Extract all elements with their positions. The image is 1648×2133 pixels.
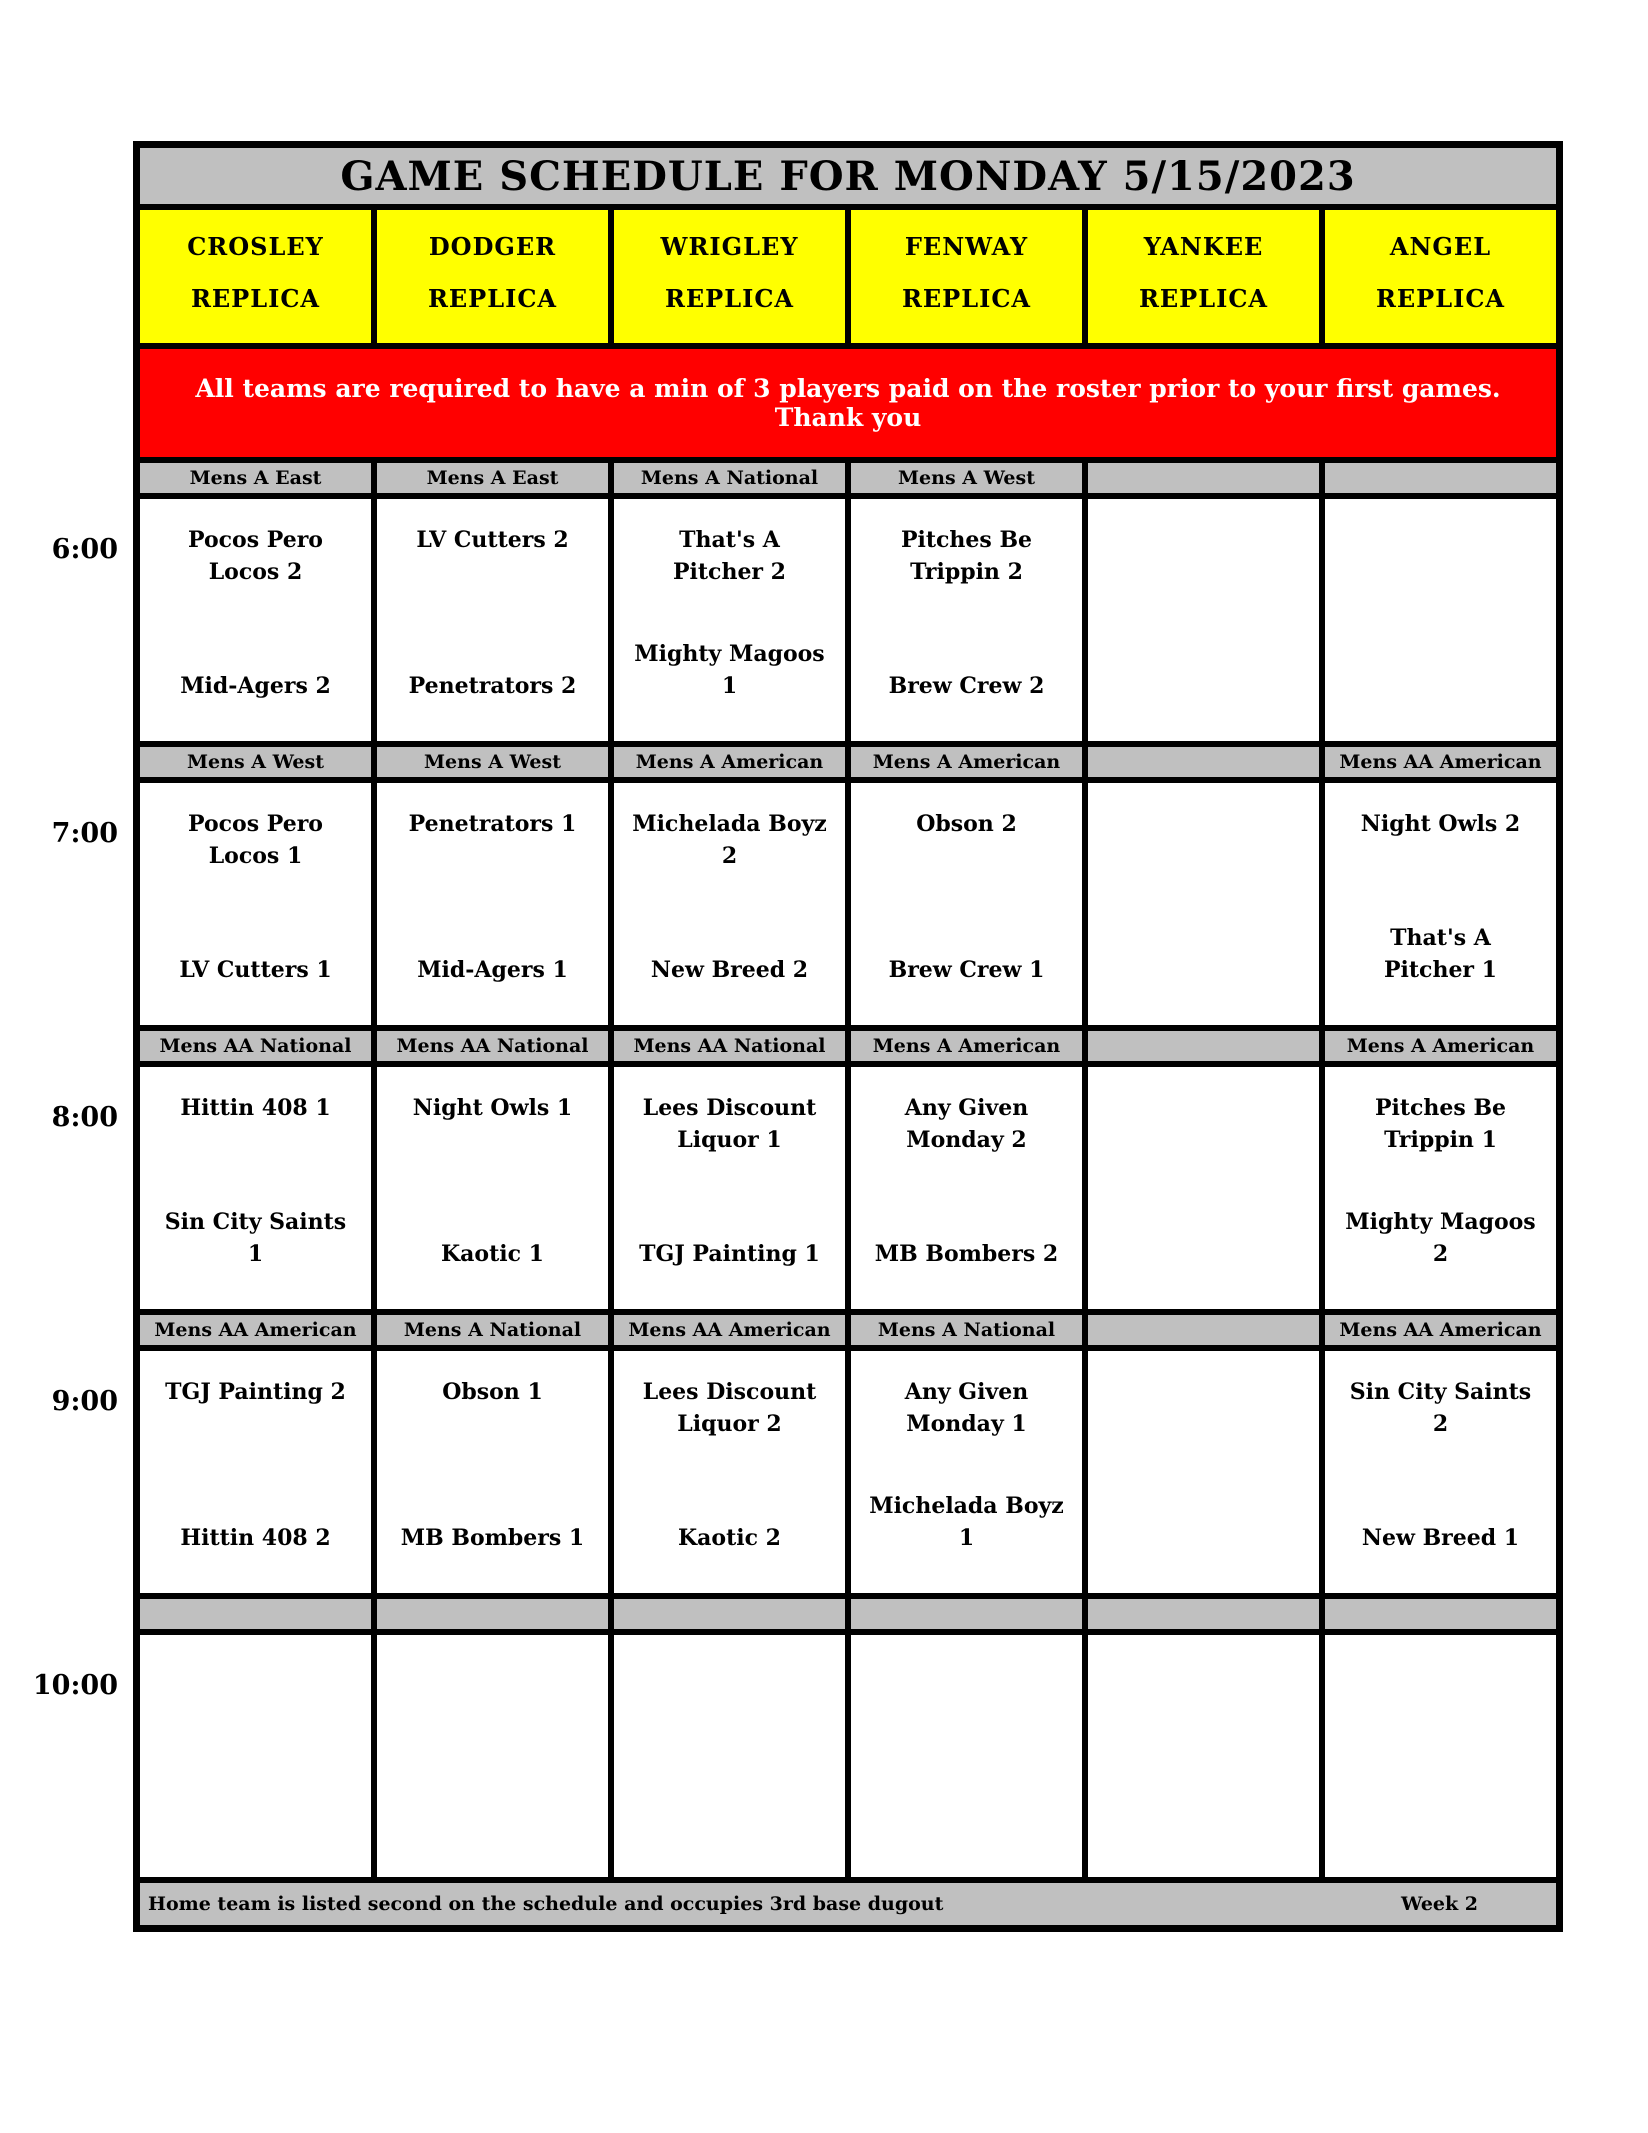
footer-note: Home team is listed second on the schedule and occupies 3rd base dugout	[148, 1893, 944, 1915]
visitor-team: That's A Pitcher 2	[672, 527, 786, 585]
division-label: Mens AA American	[1325, 1315, 1556, 1345]
division-label: Mens A National	[851, 1315, 1082, 1345]
division-label	[851, 1599, 1082, 1629]
division-label	[614, 1599, 845, 1629]
game-cell	[614, 499, 845, 741]
division-label: Mens A National	[377, 1315, 608, 1345]
division-label: Mens AA American	[614, 1315, 845, 1345]
game-cell	[851, 1067, 1082, 1309]
field-name-label: FENWAY	[904, 232, 1029, 261]
visitor-team: Obson 2	[916, 811, 1017, 837]
week-label: Week 2	[1401, 1893, 1478, 1915]
field-header-angel	[1325, 210, 1556, 343]
visitor-team: Pocos Pero Locos 1	[188, 811, 323, 869]
game-cell	[140, 499, 371, 741]
field-replica-label: REPLICA	[664, 284, 795, 313]
visitor-team: Pitches Be Trippin 1	[1374, 1095, 1507, 1153]
visitor-team: LV Cutters 2	[416, 527, 569, 553]
visitor-team: Lees Discount Liquor 1	[642, 1095, 817, 1153]
field-replica-label: REPLICA	[901, 284, 1032, 313]
visitor-team: Any Given Monday 2	[904, 1095, 1029, 1153]
home-team: Mighty Magoos 1	[634, 641, 825, 700]
time-label-700: 7:00	[51, 818, 118, 849]
visitor-team: Pocos Pero Locos 2	[188, 527, 323, 585]
visitor-team: Night Owls 2	[1360, 811, 1521, 837]
visitor-team: TGJ Painting 2	[165, 1379, 346, 1405]
division-label: Mens AA American	[140, 1315, 371, 1345]
game-cell	[140, 783, 371, 1025]
field-header-dodger	[377, 210, 608, 343]
division-label	[1088, 463, 1319, 493]
game-cell	[377, 783, 608, 1025]
game-cell	[140, 1635, 371, 1877]
home-team: MB Bombers 2	[874, 1241, 1059, 1268]
game-cell	[140, 1067, 371, 1309]
field-name-label: DODGER	[428, 232, 557, 261]
field-name-label: YANKEE	[1143, 232, 1264, 261]
division-label	[1325, 463, 1556, 493]
game-cell	[851, 1635, 1082, 1877]
visitor-team: Hittin 408 1	[180, 1095, 331, 1121]
division-label	[1325, 1599, 1556, 1629]
division-label	[377, 1599, 608, 1629]
home-team: Hittin 408 2	[180, 1525, 331, 1552]
visitor-team: Penetrators 1	[408, 811, 577, 837]
field-header-crosley	[140, 210, 371, 343]
field-replica-label: REPLICA	[1138, 284, 1269, 313]
game-cell	[1088, 1067, 1319, 1309]
game-cell	[377, 1067, 608, 1309]
field-name-label: ANGEL	[1389, 232, 1492, 261]
game-cell	[1325, 1635, 1556, 1877]
field-header-wrigley	[614, 210, 845, 343]
visitor-team: Night Owls 1	[412, 1095, 573, 1121]
field-replica-label: REPLICA	[1375, 284, 1506, 313]
division-label: Mens A East	[140, 463, 371, 493]
home-team: Kaotic 1	[441, 1241, 544, 1268]
home-team: LV Cutters 1	[179, 957, 332, 984]
field-name-label: CROSLEY	[187, 232, 324, 261]
home-team: TGJ Painting 1	[639, 1241, 820, 1268]
time-label-800: 8:00	[51, 1102, 118, 1133]
division-label	[140, 1599, 371, 1629]
home-team: Kaotic 2	[678, 1525, 781, 1552]
division-label: Mens A American	[1325, 1031, 1556, 1061]
home-team: MB Bombers 1	[400, 1525, 585, 1552]
division-label	[1088, 747, 1319, 777]
division-label: Mens AA National	[614, 1031, 845, 1061]
game-cell	[140, 1351, 371, 1593]
field-replica-label: REPLICA	[190, 284, 321, 313]
field-header-fenway	[851, 210, 1082, 343]
footer	[140, 1883, 1556, 1925]
field-replica-label: REPLICA	[427, 284, 558, 313]
schedule-table	[133, 141, 1563, 1932]
game-cell	[377, 1351, 608, 1593]
game-cell	[851, 499, 1082, 741]
time-label-900: 9:00	[51, 1386, 118, 1417]
home-team: Michelada Boyz 1	[869, 1493, 1064, 1552]
game-cell	[614, 1351, 845, 1593]
visitor-team: Pitches Be Trippin 2	[900, 527, 1033, 585]
visitor-team: Any Given Monday 1	[904, 1379, 1029, 1437]
visitor-team: Michelada Boyz 2	[632, 811, 827, 869]
division-label	[1088, 1315, 1319, 1345]
game-cell	[614, 1635, 845, 1877]
game-cell	[614, 783, 845, 1025]
game-cell	[851, 1351, 1082, 1593]
home-team: Penetrators 2	[408, 673, 577, 700]
game-cell	[377, 1635, 608, 1877]
schedule-title: GAME SCHEDULE FOR MONDAY 5/15/2023	[140, 148, 1556, 204]
division-label: Mens A West	[140, 747, 371, 777]
home-team: That's A Pitcher 1	[1383, 925, 1497, 984]
home-team: Mid-Agers 1	[417, 957, 568, 984]
game-cell	[1088, 499, 1319, 741]
visitor-team: Obson 1	[442, 1379, 543, 1405]
time-label-1000: 10:00	[32, 1670, 118, 1701]
visitor-team: Sin City Saints 2	[1349, 1379, 1532, 1437]
game-cell	[1325, 499, 1556, 741]
division-label: Mens AA National	[377, 1031, 608, 1061]
game-cell	[1325, 1067, 1556, 1309]
division-label: Mens A East	[377, 463, 608, 493]
division-label: Mens A West	[377, 747, 608, 777]
division-label: Mens AA National	[140, 1031, 371, 1061]
home-team: Brew Crew 1	[888, 957, 1045, 984]
home-team: New Breed 1	[1361, 1525, 1520, 1552]
home-team: Brew Crew 2	[888, 673, 1045, 700]
division-label: Mens A American	[851, 1031, 1082, 1061]
division-label: Mens A American	[851, 747, 1082, 777]
game-cell	[614, 1067, 845, 1309]
game-cell	[1088, 1635, 1319, 1877]
field-header-yankee	[1088, 210, 1319, 343]
game-cell	[1088, 1351, 1319, 1593]
home-team: Mid-Agers 2	[180, 673, 331, 700]
notice-banner: All teams are required to have a min of 3 players paid on the roster prior to your first games. Thank you	[140, 349, 1556, 457]
home-team: Mighty Magoos 2	[1345, 1209, 1536, 1268]
division-label	[1088, 1599, 1319, 1629]
game-cell	[377, 499, 608, 741]
game-cell	[1325, 1351, 1556, 1593]
division-label	[1088, 1031, 1319, 1061]
time-label-600: 6:00	[51, 534, 118, 565]
game-cell	[851, 783, 1082, 1025]
visitor-team: Lees Discount Liquor 2	[642, 1379, 817, 1437]
time-gutter	[0, 0, 118, 2133]
division-label: Mens A American	[614, 747, 845, 777]
home-team: New Breed 2	[650, 957, 809, 984]
division-label: Mens A National	[614, 463, 845, 493]
game-cell	[1325, 783, 1556, 1025]
division-label: Mens A West	[851, 463, 1082, 493]
division-label: Mens AA American	[1325, 747, 1556, 777]
field-name-label: WRIGLEY	[660, 232, 799, 261]
home-team: Sin City Saints 1	[164, 1209, 347, 1268]
game-cell	[1088, 783, 1319, 1025]
